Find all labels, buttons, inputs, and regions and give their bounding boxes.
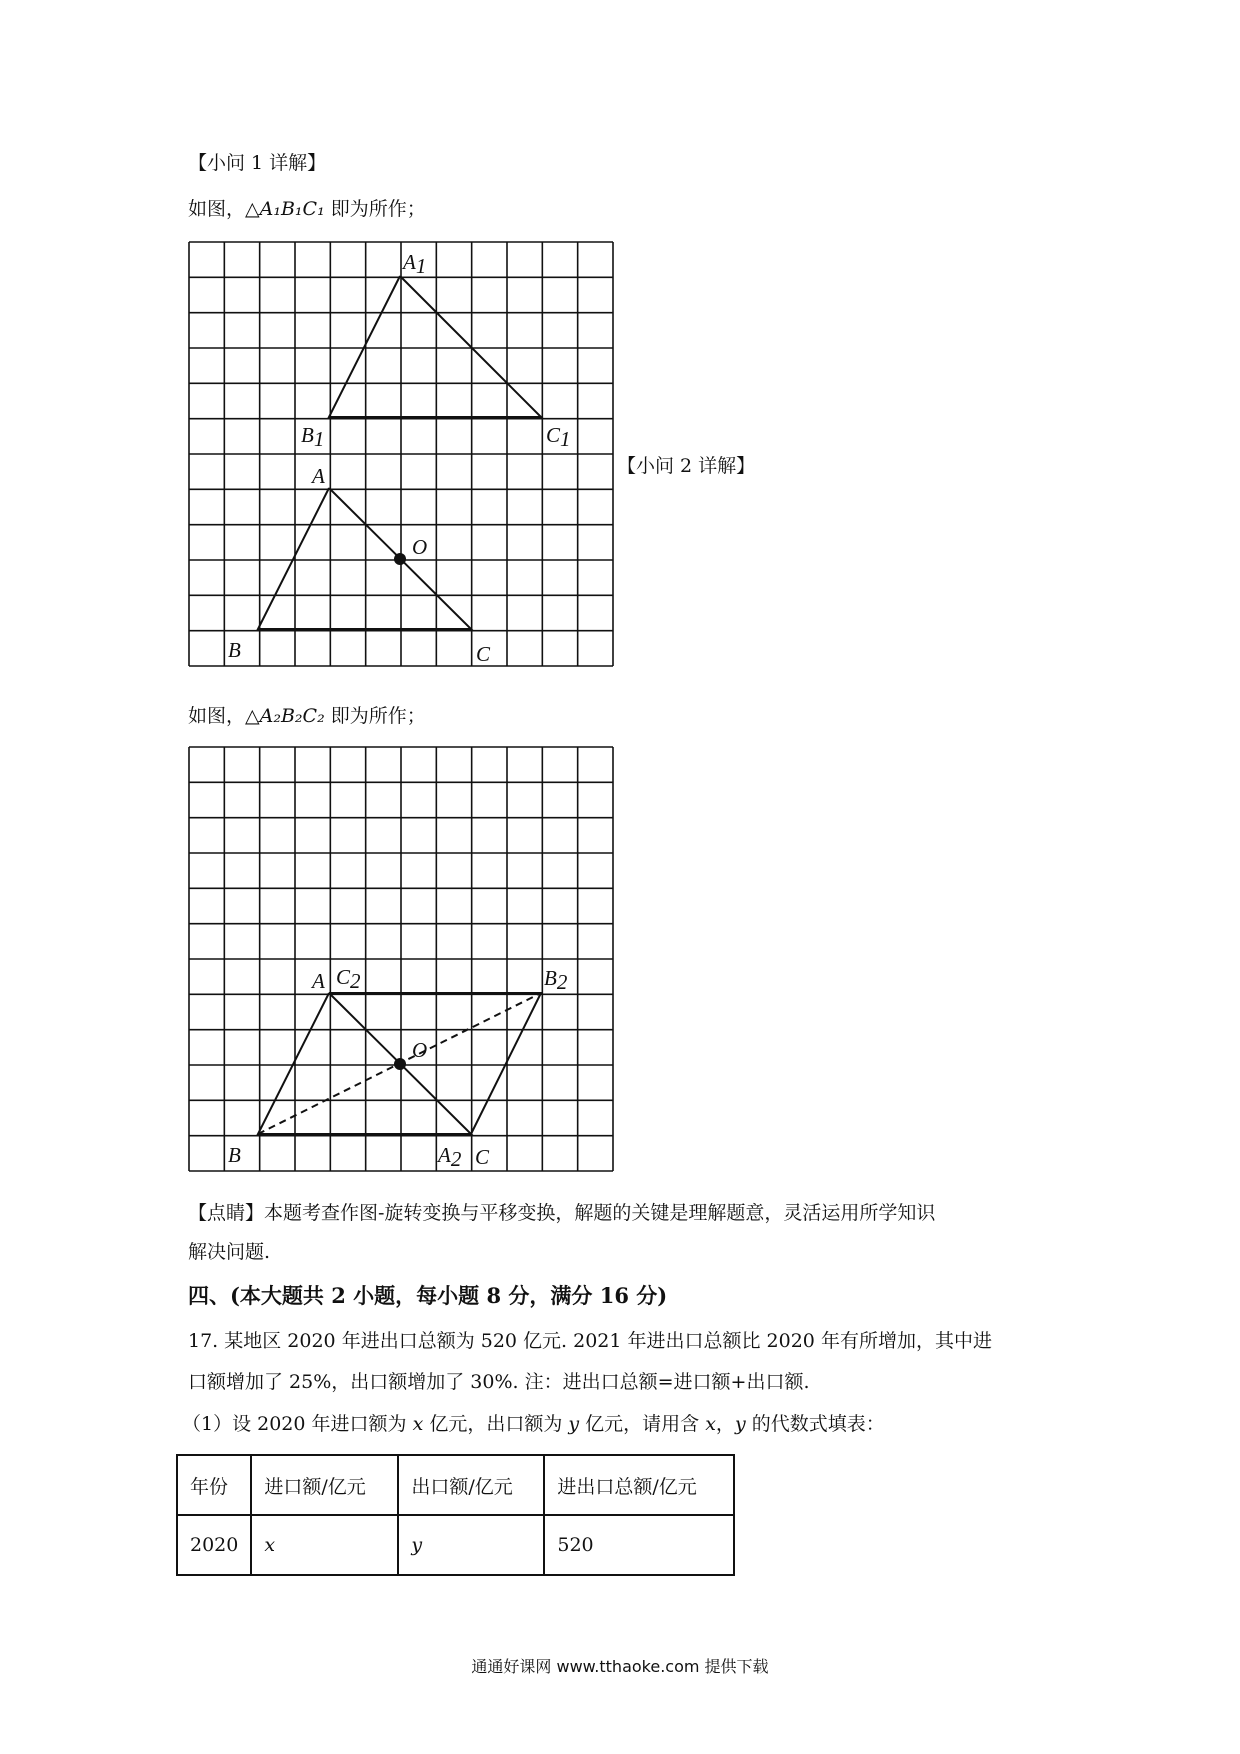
- figure1-caption: [188, 196, 426, 222]
- table-cell-import: x: [251, 1515, 398, 1575]
- triangle-a1b1c1: [329, 276, 541, 417]
- triangle-a2b2c2: [329, 993, 541, 1134]
- caption-suffix: 即为所作；: [324, 198, 426, 220]
- point-o: [394, 553, 406, 565]
- question-17-line-1: 17. 某地区 2020 年进出口总额为 520 亿元. 2021 年进出口总额比 2020 年有所增加，其中进: [188, 1330, 992, 1352]
- var-x: x: [705, 1413, 716, 1435]
- point-o: [394, 1058, 406, 1070]
- table-row: [177, 1515, 734, 1575]
- label-a1: A1: [403, 250, 427, 278]
- sub1-text: 亿元，出口额为: [423, 1413, 569, 1435]
- table-header-import: 进口额/亿元: [251, 1455, 398, 1515]
- sub1-text: ，: [715, 1413, 735, 1435]
- triangle-abc: [258, 488, 471, 629]
- label-c1: C1: [546, 423, 571, 451]
- label-c: C: [475, 1145, 490, 1169]
- var-y: y: [734, 1413, 746, 1435]
- page-footer: 通通好课网 www.tthaoke.com 提供下载: [471, 1657, 769, 1676]
- grid-figure-2: [188, 746, 614, 1178]
- question-17-line-2: 口额增加了 25%，出口额增加了 30%. 注：进出口总额=进口额+出口额.: [188, 1371, 810, 1393]
- label-b: B: [228, 638, 241, 662]
- caption-triangle-name: A₁B₁C₁: [259, 198, 325, 220]
- triangle-abc: [258, 993, 471, 1134]
- table-cell-export: y: [398, 1515, 544, 1575]
- table-header-year: 年份: [177, 1455, 251, 1515]
- comment-line-2: 解决问题.: [188, 1241, 271, 1263]
- grid-lines: [189, 242, 613, 666]
- label-o: O: [412, 535, 428, 559]
- label-a2: A2: [438, 1143, 462, 1171]
- part1-heading: 【小问 1 详解】: [188, 152, 327, 174]
- label-c: C: [476, 642, 491, 666]
- table-cell-total: 520: [544, 1515, 734, 1575]
- label-c2: C2: [336, 965, 361, 993]
- grid-figure-1: [188, 241, 614, 673]
- table-header-row: [177, 1455, 734, 1515]
- figure2-caption: [188, 703, 426, 729]
- section-heading: 四、(本大题共 2 小题，每小题 8 分，满分 16 分): [188, 1283, 668, 1308]
- label-a: A: [312, 969, 325, 993]
- part2-heading: 【小问 2 详解】: [617, 455, 756, 477]
- sub1-text: （1）设 2020 年进口额为: [182, 1413, 413, 1435]
- comment-line-1: 【点睛】本题考查作图-旋转变换与平移变换，解题的关键是理解题意，灵活运用所学知识: [188, 1202, 936, 1224]
- var-x: x: [412, 1413, 424, 1435]
- sub1-text: 亿元，请用含: [579, 1413, 706, 1435]
- table-cell-year: 2020: [177, 1515, 251, 1575]
- caption-triangle-name: A₂B₂C₂: [259, 705, 325, 727]
- caption-suffix: 即为所作；: [324, 705, 426, 727]
- table-header-total: 进出口总额/亿元: [544, 1455, 734, 1515]
- fill-in-table: [176, 1454, 735, 1576]
- label-b: B: [228, 1143, 241, 1167]
- label-b2: B2: [544, 966, 568, 994]
- table-header-export: 出口额/亿元: [398, 1455, 544, 1515]
- label-b1: B1: [301, 423, 325, 451]
- var-y: y: [568, 1413, 580, 1435]
- label-o: O: [412, 1038, 428, 1062]
- caption-prefix: 如图，△: [188, 705, 260, 727]
- sub1-text: 的代数式填表：: [745, 1413, 885, 1435]
- question-17-sub-1: [182, 1411, 885, 1437]
- label-a: A: [312, 464, 325, 488]
- caption-prefix: 如图，△: [188, 198, 260, 220]
- grid-lines: [189, 747, 613, 1171]
